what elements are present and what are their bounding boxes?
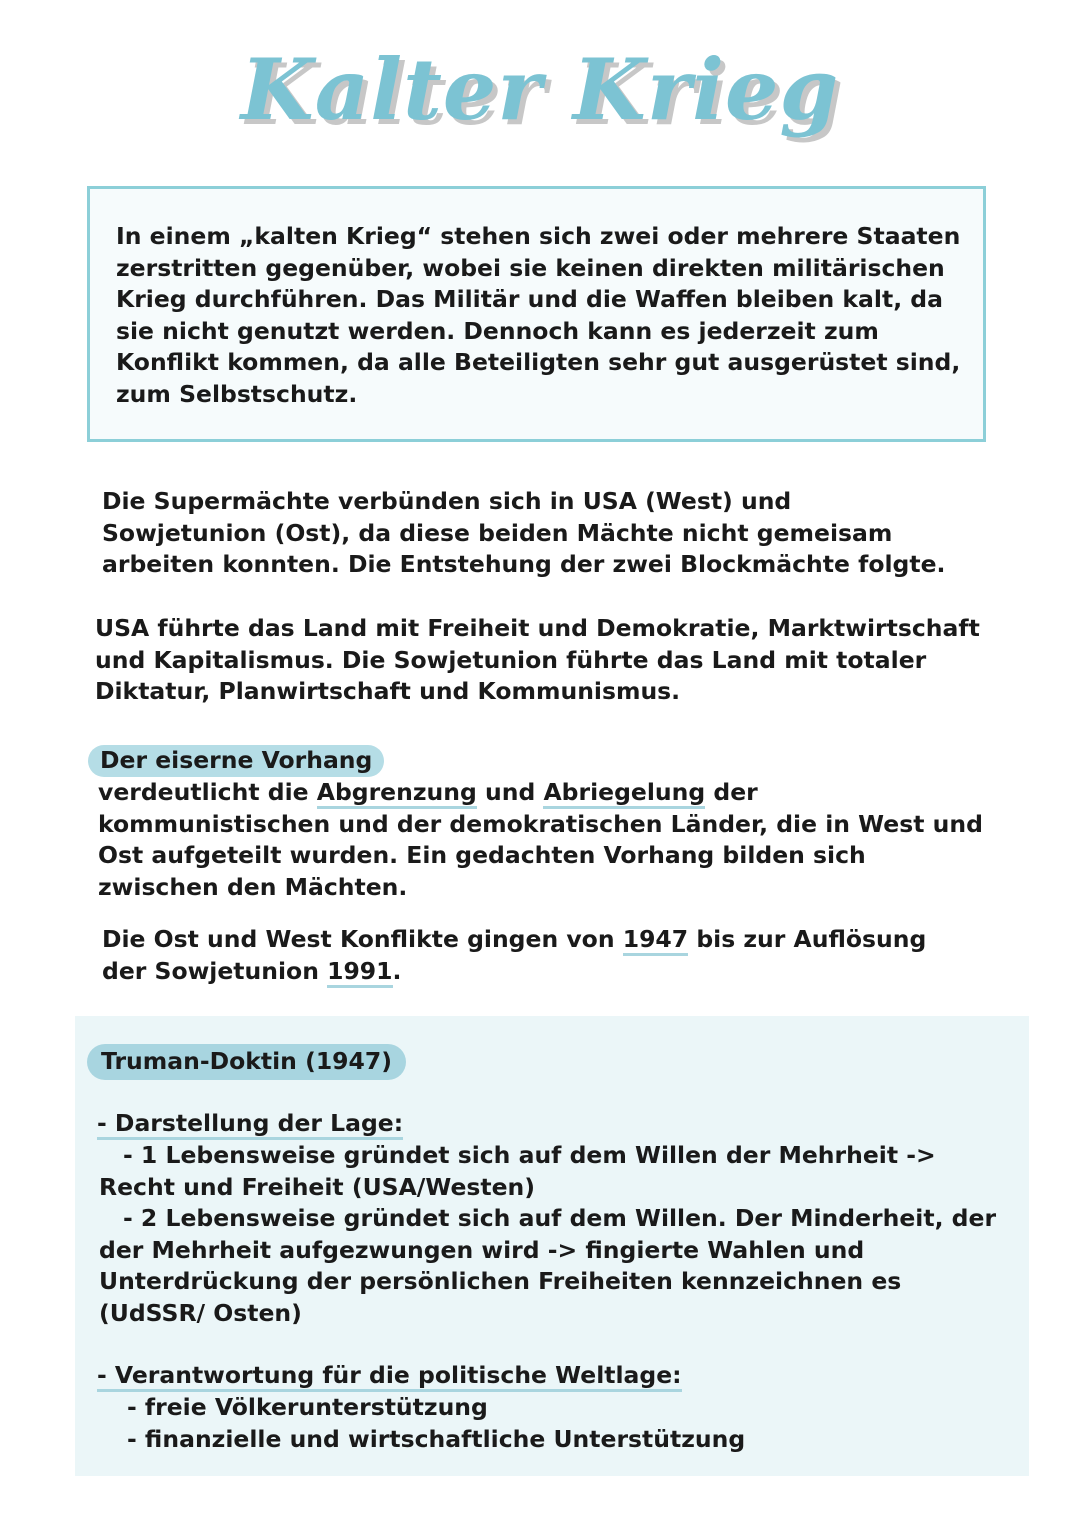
definition-text: In einem „kalten Krieg“ stehen sich zwei oder mehrere Staaten zerstritten gegenüber, wobei sie keinen direkten militärischen Krieg durchführen. Das Militär und die Waffen bleiben kalt, da sie nicht genutzt werden. Dennoch kann es jederzeit zum Konflikt kommen, da alle Beteiligten sehr gut ausgerüstet sind, zum Selbstschutz. (116, 222, 961, 408)
conflict-text-end: . (392, 956, 402, 985)
section-situation-title: - Darstellung der Lage: (97, 1109, 403, 1140)
term-abgrenzung: Abgrenzung (317, 778, 477, 809)
iron-curtain-heading: Der eiserne Vorhang (88, 745, 384, 777)
conflict-period-paragraph (102, 924, 972, 987)
superpowers-paragraph: Die Supermächte verbünden sich in USA (West) und Sowjetunion (Ost), da diese beiden Mächte nicht gemeisam arbeiten konnten. Die Entstehung der zwei Blockmächte folgte. (102, 487, 946, 578)
support-2: - finanzielle und wirtschaftliche Unterstützung (127, 1425, 746, 1453)
iron-curtain-text-end: der kommunistischen und der demokratischen Länder, die in West und Ost aufgeteilt wurden. Ein gedachten Vorhang bilden sich zwischen den Mächten. (98, 778, 983, 901)
iron-curtain-heading-line (98, 745, 988, 777)
section-responsibility-title: - Verantwortung für die politische Weltlage: (97, 1361, 682, 1392)
iron-curtain-text-and: und (476, 778, 544, 806)
section-responsibility-title-line (97, 1360, 682, 1392)
conflict-text-start: Die Ost und West Konflikte gingen von (102, 925, 623, 953)
conflict-text-mid: bis zur Auflösung der Sowjetunion (102, 925, 927, 985)
page-title: Kalter Krieg (240, 40, 840, 139)
year-end: 1991 (327, 957, 392, 988)
way-of-life-1: - 1 Lebensweise gründet sich auf dem Willen der Mehrheit -> Recht und Freiheit (USA/Westen) (99, 1141, 936, 1201)
truman-heading-line (97, 1044, 406, 1080)
support-1: - freie Völkerunterstützung (127, 1393, 488, 1421)
iron-curtain-text-start: verdeutlicht die (98, 778, 317, 806)
definition-box (87, 186, 986, 442)
iron-curtain-text (98, 777, 988, 903)
year-start: 1947 (623, 925, 688, 956)
way-of-life-2: - 2 Lebensweise gründet sich auf dem Willen. Der Minderheit, der der Mehrheit aufgezwungen wird -> fingierte Wahlen und Unterdrückung der persönlichen Freiheiten kennzeichnen es (UdSSR/ Osten) (99, 1204, 997, 1327)
section-situation-title-line (97, 1108, 403, 1140)
systems-paragraph: USA führte das Land mit Freiheit und Demokratie, Marktwirtschaft und Kapitalismus. Die Sowjetunion führte das Land mit totaler Diktatur, Planwirtschaft und Kommunismus. (95, 614, 980, 705)
truman-heading: Truman-Doktin (1947) (87, 1044, 406, 1080)
term-abriegelung: Abriegelung (543, 778, 705, 809)
truman-doctrine-box (75, 1016, 1029, 1476)
